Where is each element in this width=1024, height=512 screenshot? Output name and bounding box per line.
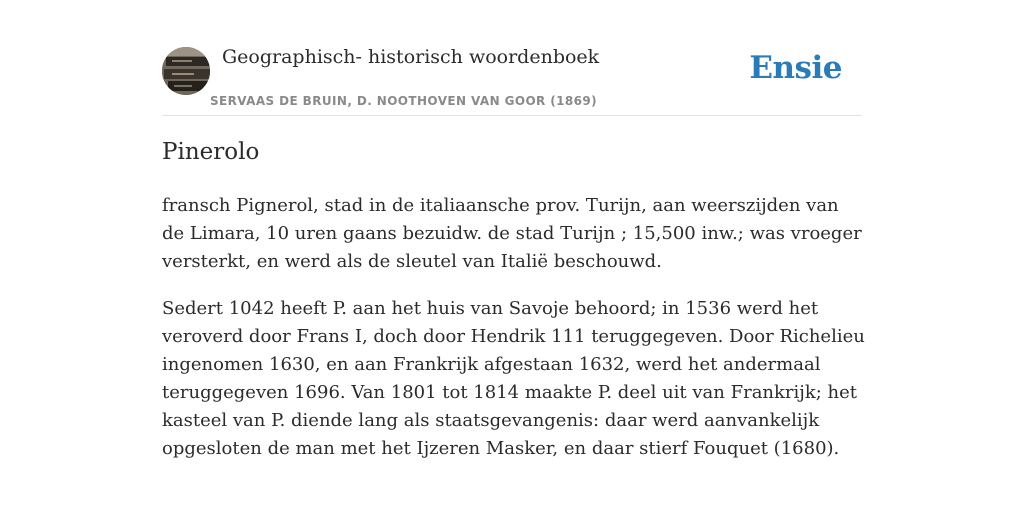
entry-paragraph-2: Sedert 1042 heeft P. aan het huis van Savoje behoord; in 1536 werd het veroverd door Frans I, doch door Hendrik 111 teruggegeven. Door Richelieu ingenomen 1630, en aan Frankrijk afgestaan 1632, werd het andermaal teruggegeven 1696. Van 1801 tot 1814 maakte P. deel uit van Frankrijk; het kasteel van P. diende lang als staatsgevangenis: daar werd aanvankelijk opgesloten de man met het Ijzeren Masker, en daar stierf Fouquet (1680). xyxy=(162,298,865,459)
book-cover-icon[interactable] xyxy=(162,47,210,95)
book-author: SERVAAS DE BRUIN, D. NOOTHOVEN VAN GOOR (1869) xyxy=(210,94,598,108)
page-header xyxy=(162,40,862,116)
entry-title: Pinerolo xyxy=(162,139,260,165)
entry-paragraph-1: fransch Pignerol, stad in de italiaansche prov. Turijn, aan weerszijden van de Limara, 10 uren gaans bezuidw. de stad Turijn ; 15,500 inw.; was vroeger versterkt, en werd als de sleutel van Italië beschouwd. xyxy=(162,195,862,272)
book-title[interactable]: Geographisch- historisch woordenboek xyxy=(222,46,600,68)
ensie-logo[interactable]: Ensie xyxy=(749,50,842,86)
entry-content xyxy=(162,192,866,482)
